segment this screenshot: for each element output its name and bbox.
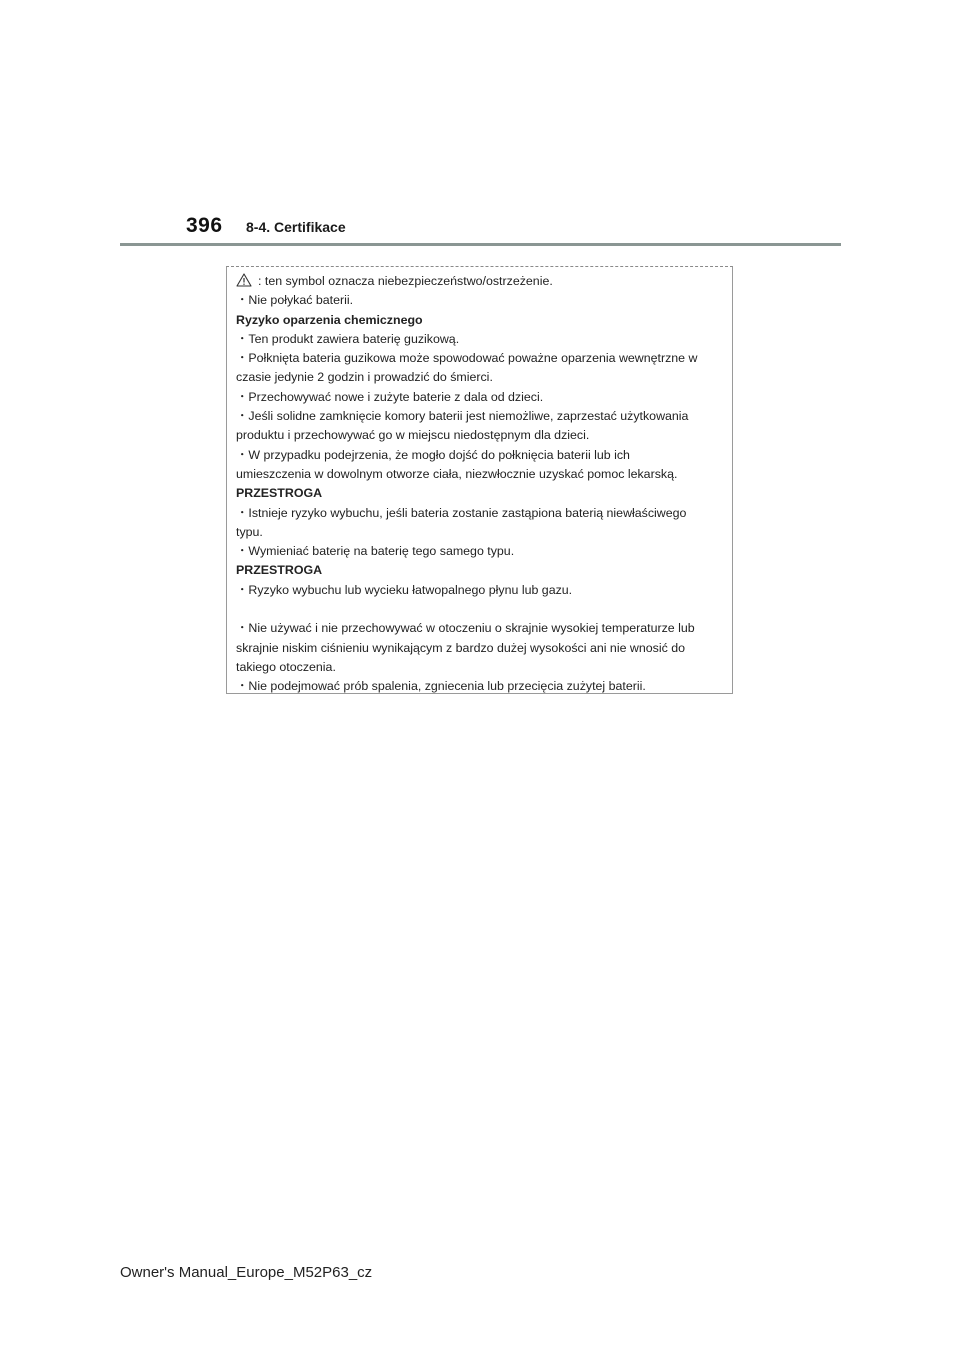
notice-heading: PRZESTROGA	[236, 563, 323, 578]
notice-line: umieszczenia w dowolnym otworze ciała, niezwłocznie uzyskać pomoc lekarską.	[236, 466, 678, 481]
notice-line: czasie jedynie 2 godzin i prowadzić do śmierci.	[236, 370, 493, 385]
notice-line: typu.	[236, 524, 263, 539]
warning-triangle-icon	[236, 273, 252, 287]
warning-symbol-text: : ten symbol oznacza niebezpieczeństwo/ostrzeżenie.	[258, 274, 553, 288]
warning-symbol-line	[236, 272, 726, 291]
notice-line: ・Przechowywać nowe i zużyte baterie z dala od dzieci.	[236, 389, 544, 404]
notice-line: ・Ten produkt zawiera baterię guzikową.	[236, 331, 460, 346]
notice-line: ・Połknięta bateria guzikowa może spowodować poważne oparzenia wewnętrzne w	[236, 351, 698, 366]
battery-warning-notice	[226, 266, 733, 694]
notice-line: ・Nie połykać baterii.	[236, 293, 354, 308]
notice-line: ・Nie podejmować prób spalenia, zgniecenia lub przecięcia zużytej baterii.	[236, 679, 646, 694]
section-title: 8-4. Certifikace	[246, 219, 346, 235]
notice-heading: PRZESTROGA	[236, 486, 323, 501]
notice-content	[236, 272, 726, 697]
notice-line: produktu i przechowywać go w miejscu niedostępnym dla dzieci.	[236, 428, 590, 443]
page-number: 396	[186, 214, 223, 237]
notice-line: ・Istnieje ryzyko wybuchu, jeśli bateria zostanie zastąpiona baterią niewłaściwego	[236, 505, 687, 520]
notice-line: ・Wymieniać baterię na baterię tego samego typu.	[236, 544, 515, 559]
blank-line	[236, 600, 726, 619]
notice-line: ・Ryzyko wybuchu lub wycieku łatwopalnego płynu lub gazu.	[236, 582, 573, 597]
notice-line: ・Nie używać i nie przechowywać w otoczeniu o skrajnie wysokiej temperaturze lub	[236, 621, 695, 636]
header-divider	[120, 243, 841, 246]
notice-line: ・Jeśli solidne zamknięcie komory baterii jest niemożliwe, zaprzestać użytkowania	[236, 409, 689, 424]
notice-line: skrajnie niskim ciśnieniu wynikającym z bardzo dużej wysokości ani nie wnosić do	[236, 640, 686, 655]
notice-heading: Ryzyko oparzenia chemicznego	[236, 312, 423, 327]
footer-manual-id: Owner's Manual_Europe_M52P63_cz	[120, 1264, 373, 1281]
notice-line: ・W przypadku podejrzenia, że mogło dojść do połknięcia baterii lub ich	[236, 447, 630, 462]
notice-line: takiego otoczenia.	[236, 659, 336, 674]
